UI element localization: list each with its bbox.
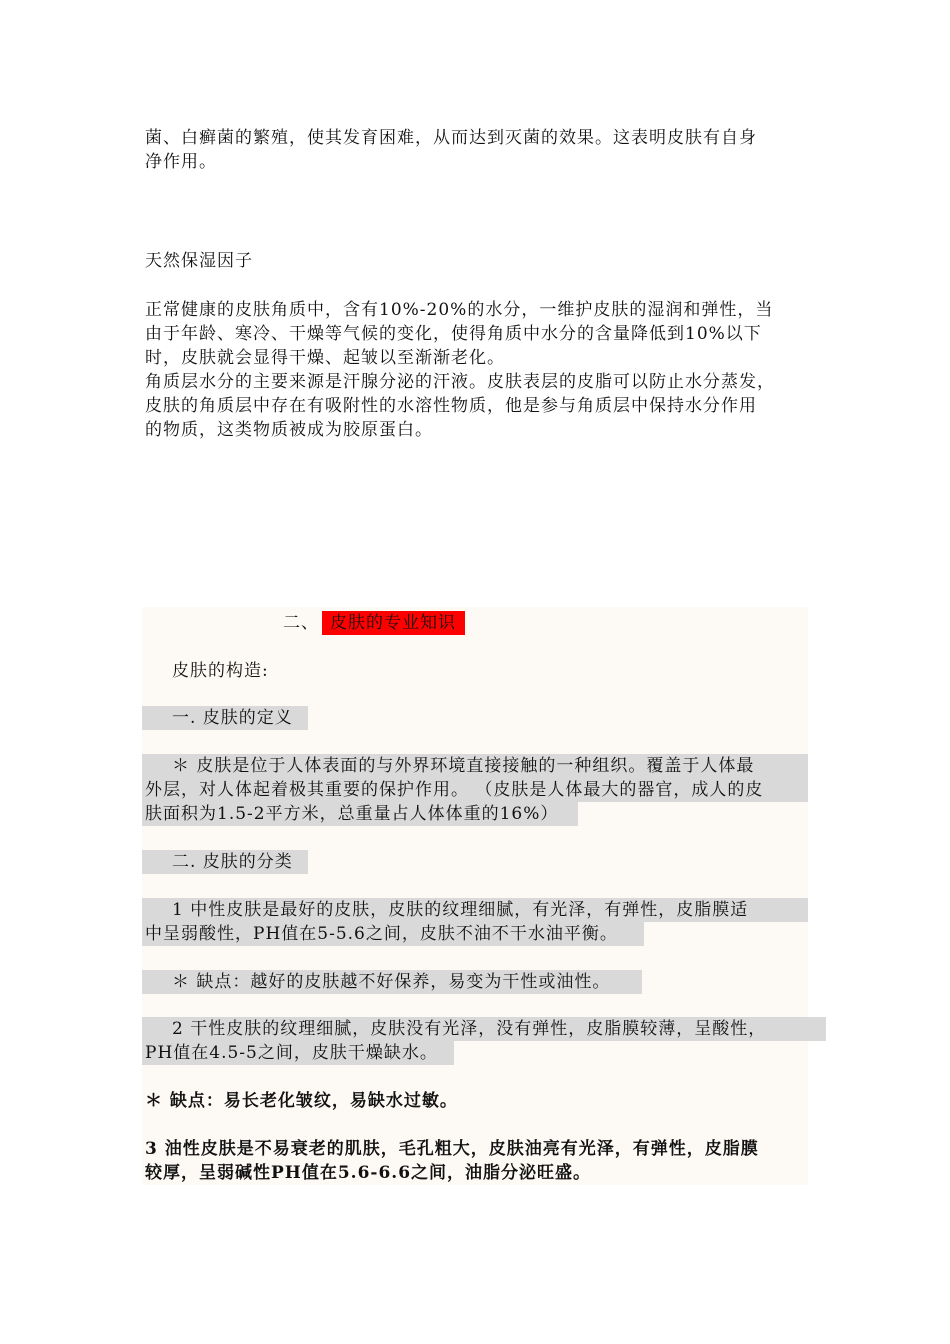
definition-heading: 一. 皮肤的定义 (172, 708, 293, 728)
definition-line: ＊ 皮肤是位于人体表面的与外界环境直接接触的一种组织。覆盖于人体最 (172, 756, 755, 776)
definition-line: 肤面积为1.5-2平方米，总重量占人体体重的16%） (145, 804, 559, 824)
classification-heading: 二. 皮肤的分类 (172, 852, 293, 872)
text-line: 皮肤的角质层中存在有吸附性的水溶性物质，他是参与角质层中保持水分作用 (145, 396, 757, 416)
section-number: 二、 (283, 613, 319, 633)
intro-paragraph (145, 126, 810, 174)
structure-label: 皮肤的构造: (172, 661, 269, 681)
moisture-paragraph (145, 298, 810, 442)
dry-skin-line: 2 干性皮肤的纹理细腻，皮肤没有光泽，没有弹性，皮脂膜较薄，呈酸性， (172, 1019, 767, 1039)
section-title: 皮肤的专业知识 (330, 613, 456, 633)
text-line: 的物质，这类物质被成为胶原蛋白。 (145, 420, 433, 440)
dry-skin-line: PH值在4.5-5之间，皮肤干燥缺水。 (145, 1043, 438, 1063)
oily-skin-line: 较厚，呈弱碱性PH值在5.6-6.6之间，油脂分泌旺盛。 (145, 1163, 592, 1183)
neutral-skin-line: 中呈弱酸性，PH值在5-5.6之间，皮肤不油不干水油平衡。 (145, 924, 618, 944)
text-line: 菌、白癣菌的繁殖，使其发育困难，从而达到灭菌的效果。这表明皮肤有自身 (145, 128, 757, 148)
neutral-skin-con: ＊ 缺点：越好的皮肤越不好保养，易变为干性或油性。 (172, 972, 611, 992)
text-line: 由于年龄、寒冷、干燥等气候的变化，使得角质中水分的含量降低到10%以下 (145, 324, 762, 344)
definition-line: 外层，对人体起着极其重要的保护作用。 （皮肤是人体最大的器官，成人的皮 (145, 780, 764, 800)
heading-text: 天然保湿因子 (145, 251, 253, 271)
oily-skin-line: 3 油性皮肤是不易衰老的肌肤，毛孔粗大，皮肤油亮有光泽，有弹性，皮脂膜 (145, 1139, 759, 1159)
text-line: 正常健康的皮肤角质中，含有10%-20%的水分，一维护皮肤的湿润和弹性，当 (145, 300, 774, 320)
moisture-heading (145, 249, 810, 273)
dry-skin-con: ＊ 缺点：易长老化皱纹，易缺水过敏。 (145, 1091, 458, 1111)
neutral-skin-line: 1 中性皮肤是最好的皮肤，皮肤的纹理细腻，有光泽，有弹性，皮脂膜适 (172, 900, 749, 920)
text-line: 时，皮肤就会显得干燥、起皱以至渐渐老化。 (145, 348, 505, 368)
text-line: 角质层水分的主要来源是汗腺分泌的汗液。皮肤表层的皮脂可以防止水分蒸发， (145, 372, 775, 392)
text-line: 净作用。 (145, 152, 217, 172)
